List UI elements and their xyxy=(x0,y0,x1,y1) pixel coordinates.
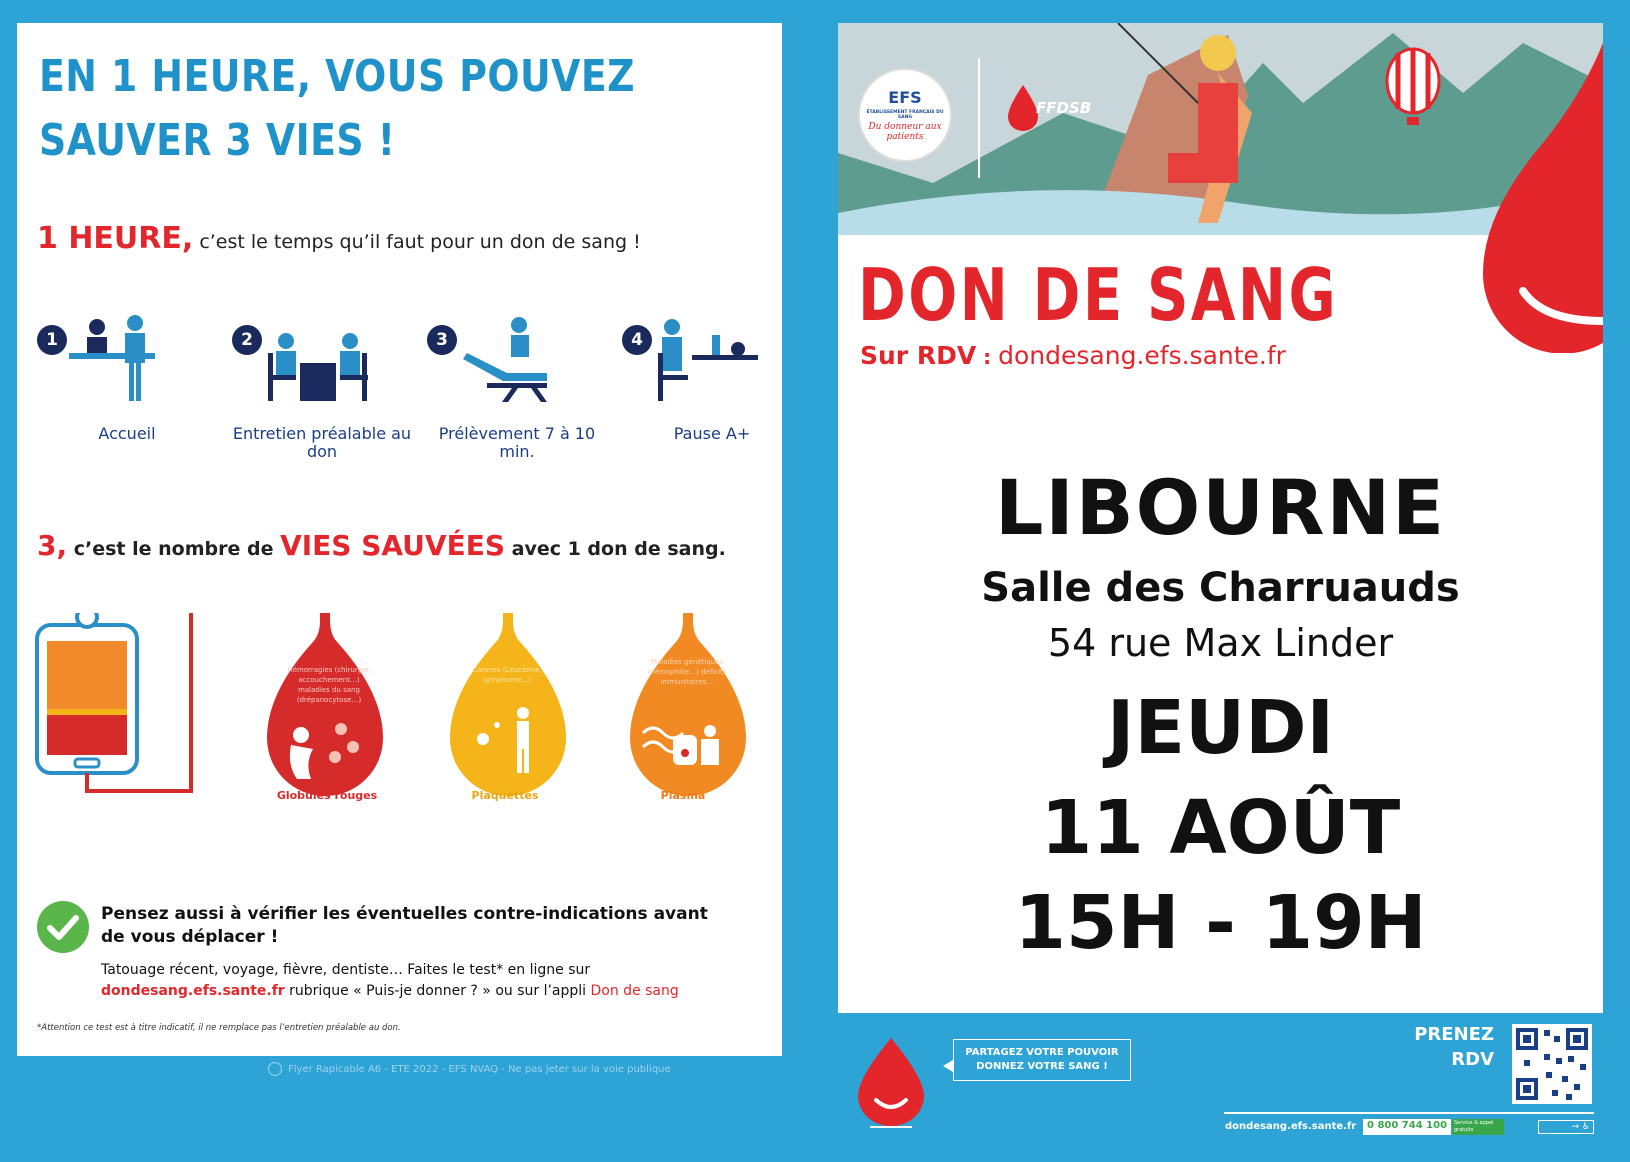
efs-logo-text: EFS xyxy=(888,88,922,107)
headline-line-1: EN 1 HEURE, VOUS POUVEZ xyxy=(39,51,636,102)
hour-statement xyxy=(37,221,777,256)
event-city: LIBOURNE xyxy=(995,463,1446,552)
check-icon xyxy=(37,901,89,953)
drop-desc-platelets: Cancers (Leucémie, Lymphome…) xyxy=(472,666,542,684)
appointment-line xyxy=(860,341,1286,370)
contra-text-b: rubrique « Puis-je donner ? » ou sur l’appli xyxy=(284,983,591,999)
share-speech-bubble xyxy=(953,1039,1131,1081)
footer-url[interactable]: dondesang.efs.sante.fr xyxy=(1225,1121,1357,1132)
step-prelevement xyxy=(427,313,607,463)
step-pause xyxy=(622,313,802,463)
step-number: 1 xyxy=(37,325,67,355)
step-label: Entretien préalable au don xyxy=(232,424,412,461)
right-flyer-panel xyxy=(838,23,1603,1013)
headline xyxy=(39,45,658,173)
large-blood-drop-icon xyxy=(1463,43,1603,353)
event-time: 15H - 19H xyxy=(1014,880,1427,966)
lives-highlight: VIES SAUVÉES xyxy=(280,529,506,562)
event-date: 11 AOÛT xyxy=(1040,785,1401,871)
lives-statement xyxy=(37,529,777,562)
contra-text-a: Tatouage récent, voyage, fièvre, dentiste… Faites le test* en ligne sur xyxy=(101,962,591,978)
event-venue: Salle des Charruauds xyxy=(981,565,1460,611)
contraindications-text xyxy=(101,960,741,1002)
book-appointment-label xyxy=(1380,1022,1494,1072)
drop-desc-red-cells: Hémorragies (chirurgie, accouchement…) maladies du sang (drépanocytose…) xyxy=(287,666,371,704)
event-title: DON DE SANG xyxy=(858,253,1339,337)
ffdsb-logo: FFDSB xyxy=(1036,99,1092,117)
headline-line-2: SAUVER 3 VIES ! xyxy=(39,115,396,166)
drop-label-red-cells: Globules rouges xyxy=(276,789,378,802)
event-address: 54 rue Max Linder xyxy=(1047,621,1394,665)
left-flyer-panel xyxy=(17,23,782,1056)
share-line-2: DONNEZ VOTRE SANG ! xyxy=(976,1061,1108,1072)
flyer-print-note xyxy=(268,1062,671,1076)
lives-text-b: avec 1 don de sang. xyxy=(505,538,726,560)
flyer-note-text: Flyer Rapicable A6 - ETE 2022 - EFS NVAQ - Ne pas jeter sur la voie publique xyxy=(288,1064,671,1075)
step-number: 4 xyxy=(622,325,652,355)
step-entretien xyxy=(232,313,412,463)
contra-app: Don de sang xyxy=(590,983,679,999)
qr-code-icon[interactable] xyxy=(1512,1024,1592,1104)
drop-label-platelets: Plaquettes xyxy=(471,789,539,802)
share-line-1: PARTAGEZ VOTRE POUVOIR xyxy=(965,1047,1119,1058)
blood-components-graphic xyxy=(35,613,755,827)
rdv-url[interactable]: dondesang.efs.sante.fr xyxy=(998,341,1286,370)
footer-divider xyxy=(1224,1112,1594,1114)
rdv-label: Sur RDV xyxy=(860,341,977,370)
step-label: Accueil xyxy=(98,424,156,443)
contraindications-title: Pensez aussi à vérifier les éventuelles contre-indications avant de vous déplacer ! xyxy=(101,904,708,947)
platelets-drop xyxy=(450,613,566,796)
small-blood-drop-icon xyxy=(858,1038,924,1130)
prenez-text: PRENEZ xyxy=(1414,1024,1494,1045)
event-day: JEUDI xyxy=(1106,685,1335,771)
hour-text: c’est le temps qu’il faut pour un don de sang ! xyxy=(193,231,641,253)
step-label: Prélèvement 7 à 10 min. xyxy=(438,424,596,461)
step-number: 2 xyxy=(232,325,262,355)
lives-text-a: c’est le nombre de xyxy=(67,538,281,560)
donation-steps xyxy=(37,313,777,473)
reception-icon xyxy=(67,313,167,408)
contra-link[interactable]: dondesang.efs.sante.fr xyxy=(101,983,285,999)
rdv-text: RDV xyxy=(1451,1049,1494,1070)
logo-divider xyxy=(978,58,980,178)
blood-draw-icon xyxy=(457,313,567,408)
step-number: 3 xyxy=(427,325,457,355)
ffdsb-drop-icon xyxy=(1008,85,1038,131)
footnote: *Attention ce test est à titre indicatif, il ne remplace pas l’entretien préalable au don. xyxy=(37,1023,401,1033)
efs-logo xyxy=(858,68,952,162)
step-accueil xyxy=(37,313,217,463)
step-label: Pause A+ xyxy=(673,424,751,443)
efs-logo-sub: ÉTABLISSEMENT FRANÇAIS DU SANG xyxy=(866,110,944,120)
drop-label-plasma: Plasma xyxy=(660,789,706,802)
phone-free-tag: Service & appel gratuits xyxy=(1452,1119,1504,1135)
hour-big: 1 HEURE, xyxy=(37,221,194,256)
interview-icon xyxy=(262,313,372,408)
drop-desc-plasma: Maladies génétiques (hémophilie…) déficits immunitaires… xyxy=(647,658,727,686)
plasma-drop xyxy=(630,613,746,796)
recycle-icon xyxy=(268,1062,282,1076)
snack-break-icon xyxy=(652,313,762,408)
accessibility-icon: → ♿ xyxy=(1538,1120,1594,1134)
lives-number: 3, xyxy=(37,529,68,562)
phone-number[interactable]: 0 800 744 100 xyxy=(1363,1119,1451,1135)
efs-tagline: Du donneur aux patients xyxy=(868,122,942,142)
rdv-colon: : xyxy=(976,345,999,369)
